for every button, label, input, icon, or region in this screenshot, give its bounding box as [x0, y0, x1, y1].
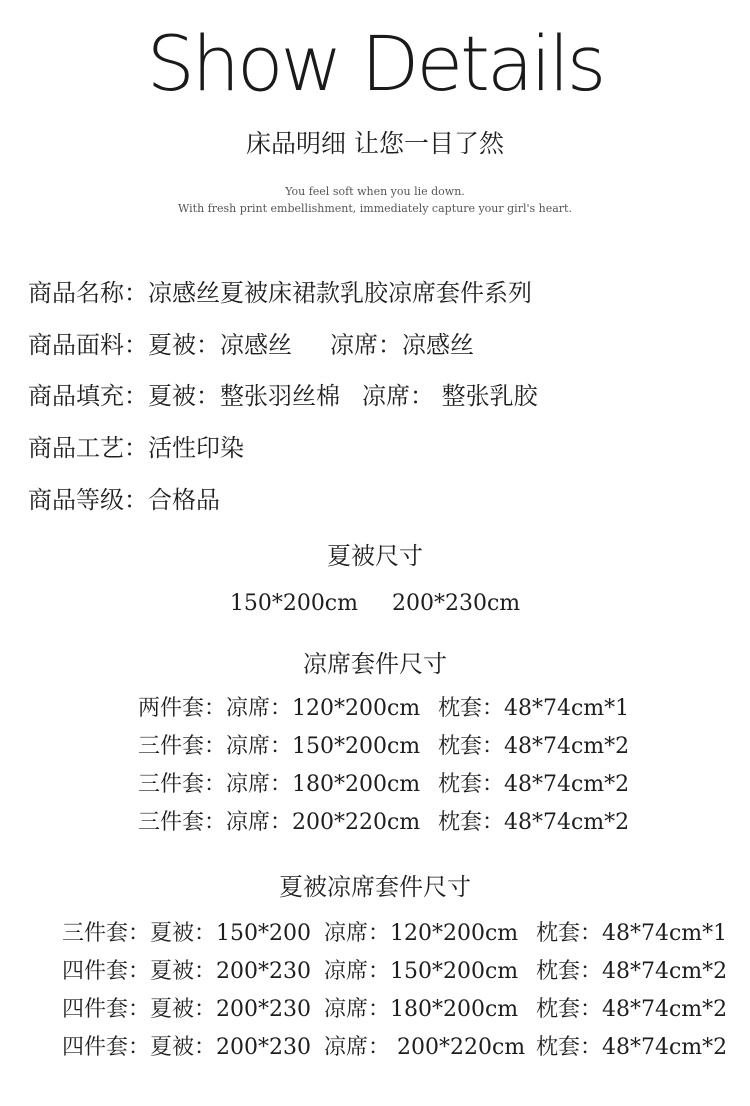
mat-size: 凉席：150*200cm [226, 734, 421, 759]
set-type: 两件套： [138, 696, 227, 721]
mat-size: 凉席：180*200cm [324, 997, 519, 1022]
mat-set-row [0, 732, 750, 762]
quilt-mat-sets-heading: 夏被凉席套件尺寸 [279, 873, 471, 901]
mat-set-row [0, 770, 750, 800]
spec-value: 夏被：整张羽丝棉 [148, 382, 340, 410]
pillow-size: 枕套：48*74cm*2 [536, 1035, 728, 1060]
quilt-size: 200*230cm [392, 591, 521, 616]
pillow-size: 枕套：48*74cm*2 [536, 997, 728, 1022]
spec-row-craft [28, 432, 244, 464]
pillow-size: 枕套：48*74cm*2 [438, 734, 630, 759]
pillow-size: 枕套：48*74cm*2 [536, 959, 728, 984]
quilt-mat-set-row [0, 1033, 750, 1063]
spec-label: 商品名称： [28, 279, 148, 307]
mat-size: 凉席：120*200cm [226, 696, 421, 721]
spec-value-2: 凉席： 整张乳胶 [362, 382, 538, 410]
set-type: 四件套 [62, 959, 129, 984]
mat-sets-heading: 凉席套件尺寸 [303, 650, 447, 678]
set-type: 四件套 [62, 1035, 129, 1060]
spec-label: 商品填充： [28, 382, 148, 410]
page-subtitle: 床品明细 让您一目了然 [246, 129, 504, 158]
quilt-size: ：夏被：200*230 [128, 997, 311, 1022]
set-type: 四件套 [62, 997, 129, 1022]
quilt-mat-set-row [0, 995, 750, 1025]
spec-row-grade [28, 484, 220, 516]
spec-value: 活性印染 [148, 434, 244, 462]
set-type: 三件套： [138, 810, 227, 835]
mat-size: 凉席：150*200cm [324, 959, 519, 984]
spec-value-2: 凉席：凉感丝 [330, 331, 474, 359]
page-title: Show Details [146, 19, 604, 108]
quilt-size: ：夏被：200*230 [128, 959, 311, 984]
spec-label: 商品面料： [28, 331, 148, 359]
spec-value: 合格品 [148, 486, 220, 514]
spec-label: 商品等级： [28, 486, 148, 514]
mat-set-row [0, 694, 750, 724]
spec-value: 凉感丝夏被床裙款乳胶凉席套件系列 [148, 279, 532, 307]
quilt-mat-set-row [0, 957, 750, 987]
pillow-size: 枕套：48*74cm*2 [438, 772, 630, 797]
pillow-size: 枕套：48*74cm*2 [438, 810, 630, 835]
mat-size: 凉席： 200*220cm [324, 1035, 526, 1060]
pillow-size: 枕套：48*74cm*1 [438, 696, 630, 721]
spec-row-filling [28, 380, 538, 412]
quilt-mat-set-row [0, 919, 750, 949]
spec-row-name [28, 277, 532, 309]
tagline-line-1: You feel soft when you lie down. [285, 185, 465, 198]
quilt-sizes-line [0, 589, 750, 619]
spec-label: 商品工艺： [28, 434, 148, 462]
quilt-size: ：夏被：200*230 [128, 1035, 311, 1060]
spec-row-fabric [28, 329, 474, 361]
mat-size: 凉席：200*220cm [226, 810, 421, 835]
mat-set-row [0, 808, 750, 838]
quilt-size: 150*200cm [229, 591, 358, 616]
tagline-line-2: With fresh print embellishment, immediately capture your girl's heart. [178, 202, 572, 215]
pillow-size: 枕套：48*74cm*1 [536, 921, 728, 946]
quilt-sizes-heading: 夏被尺寸 [327, 542, 423, 570]
quilt-size: ：夏被：150*200 [128, 921, 311, 946]
mat-size: 凉席：180*200cm [226, 772, 421, 797]
set-type: 三件套 [62, 921, 129, 946]
spec-value: 夏被：凉感丝 [148, 331, 292, 359]
set-type: 三件套： [138, 734, 227, 759]
mat-size: 凉席：120*200cm [324, 921, 519, 946]
set-type: 三件套： [138, 772, 227, 797]
